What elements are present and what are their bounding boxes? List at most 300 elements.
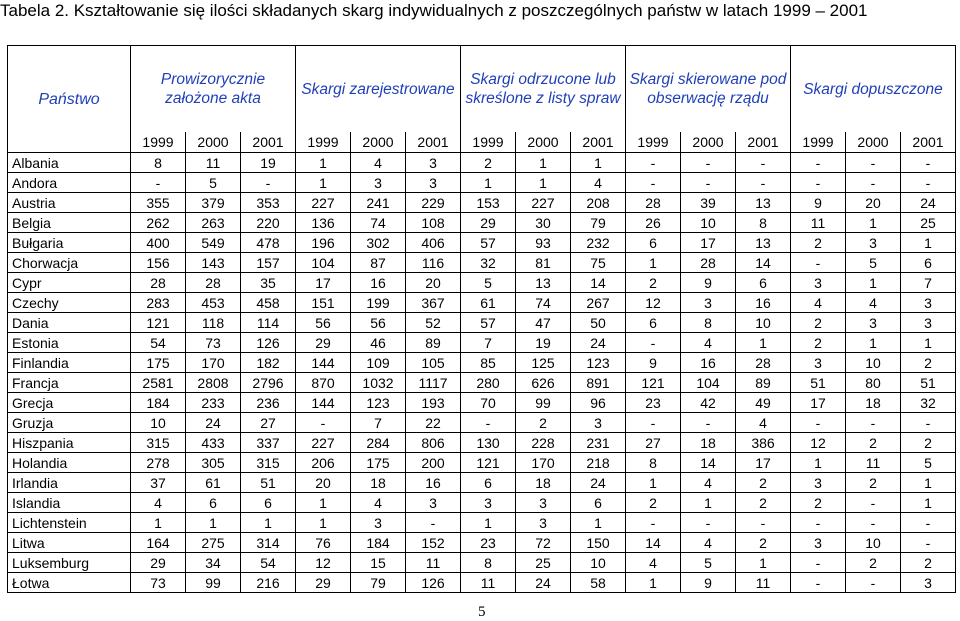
value-cell: 1 [296, 513, 351, 533]
country-cell: Austria [8, 193, 131, 213]
value-cell: 1 [901, 493, 956, 513]
value-cell: - [846, 153, 901, 173]
value-cell: 23 [626, 393, 681, 413]
value-cell: 4 [571, 173, 626, 193]
value-cell: 4 [846, 293, 901, 313]
value-cell: 2 [626, 273, 681, 293]
value-cell: 6 [241, 493, 296, 513]
value-cell: 6 [571, 493, 626, 513]
value-cell: 136 [296, 213, 351, 233]
complaints-table [7, 45, 956, 593]
value-cell: 10 [571, 553, 626, 573]
value-cell: 3 [406, 173, 461, 193]
value-cell: 7 [461, 333, 516, 353]
value-cell: 56 [351, 313, 406, 333]
country-cell: Belgia [8, 213, 131, 233]
value-cell: 262 [131, 213, 186, 233]
value-cell: 2 [736, 493, 791, 513]
value-cell: 626 [516, 373, 571, 393]
value-cell: 7 [901, 273, 956, 293]
table-row [8, 413, 956, 433]
value-cell: 184 [131, 393, 186, 413]
value-cell: 109 [351, 353, 406, 373]
value-cell: 3 [351, 173, 406, 193]
value-cell: 105 [406, 353, 461, 373]
year-header: 1999 [461, 132, 516, 153]
value-cell: 3 [791, 353, 846, 373]
value-cell: 28 [681, 253, 736, 273]
value-cell: 25 [901, 213, 956, 233]
country-cell: Łotwa [8, 573, 131, 593]
value-cell: 17 [681, 233, 736, 253]
table-row [8, 233, 956, 253]
country-cell: Lichtenstein [8, 513, 131, 533]
value-cell: 175 [131, 353, 186, 373]
value-cell: 70 [461, 393, 516, 413]
value-cell: 315 [241, 453, 296, 473]
value-cell: 283 [131, 293, 186, 313]
value-cell: 125 [516, 353, 571, 373]
value-cell: 29 [131, 553, 186, 573]
country-cell: Islandia [8, 493, 131, 513]
value-cell: - [901, 153, 956, 173]
value-cell: 1 [901, 473, 956, 493]
value-cell: - [681, 513, 736, 533]
value-cell: 28 [626, 193, 681, 213]
value-cell: 24 [571, 333, 626, 353]
value-cell: 51 [901, 373, 956, 393]
country-cell: Czechy [8, 293, 131, 313]
value-cell: 184 [351, 533, 406, 553]
value-cell: 19 [516, 333, 571, 353]
value-cell: 12 [296, 553, 351, 573]
page-number: 5 [478, 604, 486, 620]
value-cell: 11 [186, 153, 241, 173]
value-cell: 10 [846, 353, 901, 373]
value-cell: 218 [571, 453, 626, 473]
value-cell: 6 [901, 253, 956, 273]
value-cell: 13 [516, 273, 571, 293]
value-cell: 3 [406, 493, 461, 513]
value-cell: 52 [406, 313, 461, 333]
value-cell: - [846, 173, 901, 193]
value-cell: 1 [681, 493, 736, 513]
value-cell: 337 [241, 433, 296, 453]
value-cell: 12 [626, 293, 681, 313]
value-cell: - [846, 573, 901, 593]
value-cell: 1 [626, 473, 681, 493]
value-cell: 157 [241, 253, 296, 273]
value-cell: 433 [186, 433, 241, 453]
value-cell: 18 [846, 393, 901, 413]
value-cell: - [791, 553, 846, 573]
value-cell: 379 [186, 193, 241, 213]
value-cell: 870 [296, 373, 351, 393]
table-row [8, 553, 956, 573]
value-cell: 2 [901, 433, 956, 453]
year-header: 2000 [351, 132, 406, 153]
value-cell: 2 [791, 333, 846, 353]
value-cell: 1032 [351, 373, 406, 393]
value-cell: 74 [351, 213, 406, 233]
value-cell: 1 [461, 513, 516, 533]
year-header: 1999 [791, 132, 846, 153]
value-cell: 1 [296, 153, 351, 173]
value-cell: 8 [131, 153, 186, 173]
value-cell: 3 [351, 513, 406, 533]
value-cell: 32 [461, 253, 516, 273]
value-cell: 34 [186, 553, 241, 573]
country-cell: Finlandia [8, 353, 131, 373]
value-cell: 152 [406, 533, 461, 553]
value-cell: 4 [681, 333, 736, 353]
value-cell: 2 [516, 413, 571, 433]
value-cell: - [681, 153, 736, 173]
value-cell: 199 [351, 293, 406, 313]
value-cell: 114 [241, 313, 296, 333]
value-cell: 278 [131, 453, 186, 473]
value-cell: 220 [241, 213, 296, 233]
value-cell: 241 [351, 193, 406, 213]
value-cell: 196 [296, 233, 351, 253]
value-cell: 12 [791, 433, 846, 453]
value-cell: 1 [736, 333, 791, 353]
value-cell: 89 [406, 333, 461, 353]
value-cell: 81 [516, 253, 571, 273]
value-cell: 46 [351, 333, 406, 353]
value-cell: 5 [186, 173, 241, 193]
table-row [8, 273, 956, 293]
value-cell: 1 [736, 553, 791, 573]
value-cell: 5 [901, 453, 956, 473]
table-row [8, 473, 956, 493]
value-cell: - [131, 173, 186, 193]
value-cell: 1 [901, 233, 956, 253]
year-header: 2001 [901, 132, 956, 153]
country-cell: Luksemburg [8, 553, 131, 573]
country-cell: Hiszpania [8, 433, 131, 453]
value-cell: 1 [461, 173, 516, 193]
value-cell: 93 [516, 233, 571, 253]
value-cell: 16 [736, 293, 791, 313]
value-cell: 4 [681, 533, 736, 553]
value-cell: - [791, 253, 846, 273]
year-header: 1999 [131, 132, 186, 153]
value-cell: 355 [131, 193, 186, 213]
value-cell: 478 [241, 233, 296, 253]
value-cell: 6 [626, 233, 681, 253]
value-cell: 14 [736, 253, 791, 273]
value-cell: 1 [846, 213, 901, 233]
value-cell: 15 [351, 553, 406, 573]
value-cell: 14 [571, 273, 626, 293]
value-cell: 73 [131, 573, 186, 593]
value-cell: 1 [516, 173, 571, 193]
value-cell: 3 [901, 293, 956, 313]
value-cell: - [681, 413, 736, 433]
value-cell: 8 [461, 553, 516, 573]
value-cell: - [406, 513, 461, 533]
value-cell: 10 [681, 213, 736, 233]
value-cell: 28 [131, 273, 186, 293]
value-cell: 1 [296, 493, 351, 513]
table-row [8, 493, 956, 513]
value-cell: 3 [516, 513, 571, 533]
value-cell: 19 [241, 153, 296, 173]
value-cell: 2581 [131, 373, 186, 393]
value-cell: 23 [461, 533, 516, 553]
value-cell: - [626, 153, 681, 173]
value-cell: 208 [571, 193, 626, 213]
value-cell: 2 [791, 233, 846, 253]
value-cell: - [626, 413, 681, 433]
table-body [8, 153, 956, 593]
value-cell: 200 [406, 453, 461, 473]
value-cell: 302 [351, 233, 406, 253]
table-row [8, 153, 956, 173]
value-cell: 11 [736, 573, 791, 593]
value-cell: 10 [736, 313, 791, 333]
value-cell: 8 [681, 313, 736, 333]
value-cell: 1 [131, 513, 186, 533]
value-cell: 20 [296, 473, 351, 493]
table-row [8, 333, 956, 353]
value-cell: 126 [241, 333, 296, 353]
value-cell: - [626, 513, 681, 533]
value-cell: 25 [516, 553, 571, 573]
table-row [8, 513, 956, 533]
value-cell: 73 [186, 333, 241, 353]
value-cell: 2 [736, 473, 791, 493]
value-cell: 3 [406, 153, 461, 173]
value-cell: 2 [846, 433, 901, 453]
value-cell: - [736, 173, 791, 193]
country-cell: Francja [8, 373, 131, 393]
value-cell: 104 [681, 373, 736, 393]
value-cell: 3 [681, 293, 736, 313]
value-cell: 6 [736, 273, 791, 293]
value-cell: 9 [626, 353, 681, 373]
value-cell: 121 [131, 313, 186, 333]
value-cell: 10 [846, 533, 901, 553]
value-cell: 22 [406, 413, 461, 433]
value-cell: 1 [846, 273, 901, 293]
value-cell: 458 [241, 293, 296, 313]
year-header: 2000 [516, 132, 571, 153]
value-cell: 123 [571, 353, 626, 373]
value-cell: 386 [736, 433, 791, 453]
value-cell: 284 [351, 433, 406, 453]
value-cell: 96 [571, 393, 626, 413]
value-cell: 2 [901, 553, 956, 573]
value-cell: 14 [626, 533, 681, 553]
value-cell: 9 [791, 193, 846, 213]
value-cell: 29 [296, 333, 351, 353]
value-cell: 153 [461, 193, 516, 213]
value-cell: 216 [241, 573, 296, 593]
value-cell: 8 [626, 453, 681, 473]
value-cell: 2 [846, 553, 901, 573]
country-cell: Estonia [8, 333, 131, 353]
table-row [8, 253, 956, 273]
table-row [8, 353, 956, 373]
value-cell: 14 [681, 453, 736, 473]
table-row [8, 313, 956, 333]
value-cell: 156 [131, 253, 186, 273]
value-cell: 453 [186, 293, 241, 313]
value-cell: 79 [351, 573, 406, 593]
value-cell: 75 [571, 253, 626, 273]
value-cell: 3 [461, 493, 516, 513]
value-cell: 175 [351, 453, 406, 473]
value-cell: 400 [131, 233, 186, 253]
value-cell: 3 [571, 413, 626, 433]
value-cell: 267 [571, 293, 626, 313]
value-cell: 4 [351, 493, 406, 513]
group-header-admissible: Skargi dopuszczone [791, 46, 956, 133]
value-cell: 3 [901, 573, 956, 593]
value-cell: 367 [406, 293, 461, 313]
value-cell: 2 [901, 353, 956, 373]
group-header-communicated: Skargi skierowane pod obserwację rządu [626, 46, 791, 133]
value-cell: 47 [516, 313, 571, 333]
value-cell: 27 [626, 433, 681, 453]
value-cell: - [736, 153, 791, 173]
value-cell: 49 [736, 393, 791, 413]
value-cell: - [736, 513, 791, 533]
value-cell: 24 [186, 413, 241, 433]
value-cell: 16 [351, 273, 406, 293]
value-cell: 2808 [186, 373, 241, 393]
value-cell: 353 [241, 193, 296, 213]
table-row [8, 193, 956, 213]
value-cell: 24 [516, 573, 571, 593]
value-cell: 236 [241, 393, 296, 413]
value-cell: - [626, 173, 681, 193]
value-cell: 280 [461, 373, 516, 393]
value-cell: - [626, 333, 681, 353]
value-cell: 1 [626, 573, 681, 593]
value-cell: 24 [571, 473, 626, 493]
value-cell: 27 [241, 413, 296, 433]
table-title: Tabela 2. Kształtowanie się ilości składanych skarg indywidualnych z poszczególnych państw w latach 1999 – 2001 [0, 1, 868, 20]
value-cell: 72 [516, 533, 571, 553]
value-cell: 20 [406, 273, 461, 293]
value-cell: - [791, 513, 846, 533]
value-cell: 233 [186, 393, 241, 413]
value-cell: 79 [571, 213, 626, 233]
value-cell: - [901, 173, 956, 193]
value-cell: 5 [846, 253, 901, 273]
value-cell: 1117 [406, 373, 461, 393]
year-header: 2000 [681, 132, 736, 153]
value-cell: 29 [296, 573, 351, 593]
value-cell: 4 [791, 293, 846, 313]
country-cell: Irlandia [8, 473, 131, 493]
year-header: 2001 [736, 132, 791, 153]
value-cell: 3 [791, 473, 846, 493]
value-cell: 108 [406, 213, 461, 233]
year-header: 2001 [241, 132, 296, 153]
value-cell: 130 [461, 433, 516, 453]
value-cell: 61 [461, 293, 516, 313]
year-header: 1999 [626, 132, 681, 153]
value-cell: 76 [296, 533, 351, 553]
table-row [8, 373, 956, 393]
value-cell: 4 [131, 493, 186, 513]
group-header-registered: Skargi zarejestrowane [296, 46, 461, 133]
value-cell: 51 [791, 373, 846, 393]
value-cell: 118 [186, 313, 241, 333]
value-cell: 227 [296, 193, 351, 213]
value-cell: 4 [681, 473, 736, 493]
value-cell: - [901, 413, 956, 433]
value-cell: 18 [351, 473, 406, 493]
value-cell: 315 [131, 433, 186, 453]
value-cell: 305 [186, 453, 241, 473]
value-cell: 1 [846, 333, 901, 353]
value-cell: 3 [791, 533, 846, 553]
value-cell: 182 [241, 353, 296, 373]
value-cell: 13 [736, 233, 791, 253]
value-cell: 3 [846, 313, 901, 333]
value-cell: 170 [516, 453, 571, 473]
value-cell: - [681, 173, 736, 193]
table-row [8, 433, 956, 453]
value-cell: 232 [571, 233, 626, 253]
value-cell: 4 [626, 553, 681, 573]
value-cell: - [241, 173, 296, 193]
value-cell: 891 [571, 373, 626, 393]
year-header: 1999 [296, 132, 351, 153]
value-cell: 1 [571, 153, 626, 173]
table-row [8, 533, 956, 553]
value-cell: 57 [461, 313, 516, 333]
value-cell: 51 [241, 473, 296, 493]
value-cell: 3 [846, 233, 901, 253]
country-cell: Dania [8, 313, 131, 333]
value-cell: - [791, 153, 846, 173]
value-cell: 104 [296, 253, 351, 273]
value-cell: 123 [351, 393, 406, 413]
value-cell: 406 [406, 233, 461, 253]
value-cell: 50 [571, 313, 626, 333]
value-cell: 144 [296, 393, 351, 413]
value-cell: 89 [736, 373, 791, 393]
value-cell: 227 [296, 433, 351, 453]
value-cell: 150 [571, 533, 626, 553]
country-header: Państwo [8, 46, 131, 153]
value-cell: 2 [791, 493, 846, 513]
value-cell: 229 [406, 193, 461, 213]
value-cell: 121 [461, 453, 516, 473]
value-cell: 2 [626, 493, 681, 513]
value-cell: 193 [406, 393, 461, 413]
value-cell: 28 [736, 353, 791, 373]
value-cell: 39 [681, 193, 736, 213]
year-header: 2001 [406, 132, 461, 153]
value-cell: 227 [516, 193, 571, 213]
table-row [8, 573, 956, 593]
value-cell: 144 [296, 353, 351, 373]
group-header-provisional: Prowizorycznie założone akta [131, 46, 296, 133]
years-row [8, 132, 956, 153]
value-cell: 16 [681, 353, 736, 373]
country-cell: Chorwacja [8, 253, 131, 273]
value-cell: 11 [461, 573, 516, 593]
value-cell: 18 [516, 473, 571, 493]
value-cell: 20 [846, 193, 901, 213]
